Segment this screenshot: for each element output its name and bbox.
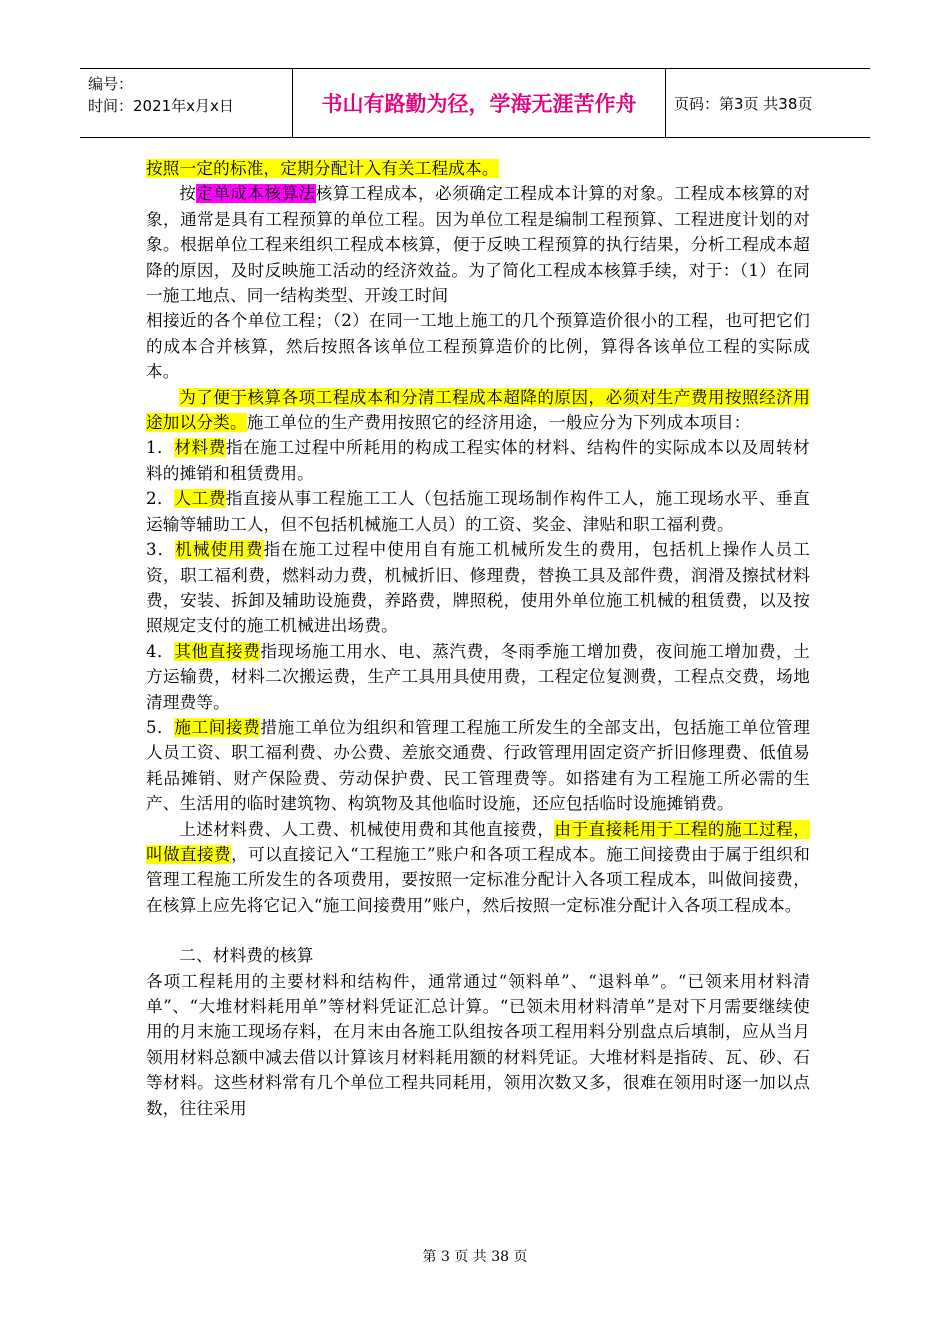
document-body [146,156,810,1121]
text-run: 1． [146,438,175,458]
highlighted-text: 定单成本核算法 [196,184,316,204]
highlighted-text: 机械使用费 [175,540,264,560]
text-run: 按 [179,184,197,204]
paragraph-p9 [146,817,810,919]
paragraph-p5 [146,486,810,537]
paragraph-p4 [146,435,810,486]
paragraph-gap [146,918,810,943]
text-run: 指在施工过程中使用自有施工机械所发生的费用，包括机上操作人员工资，职工福利费，燃料动力费，机械折旧、修理费，替换工具及部件费，润滑及擦拭材料费，安装、拆卸及辅助设施费，养路费，牌照税，使用外单位施工机械的租赁费，以及按照规定支付的施工机械进出场费。 [146,540,810,636]
text-run: 4． [146,641,175,661]
text-run: 二、材料费的核算 [179,946,314,966]
paragraph-p11 [146,969,810,1121]
header-table [80,68,870,138]
number-label: 编号： [88,75,134,93]
highlighted-text: 由于直接耗用于工程的施工过程，叫做直接费 [146,819,810,864]
text-run: 指在施工过程中所耗用的构成工程实体的材料、结构件的实际成本以及周转材料的摊销和租赁费用。 [146,438,810,483]
text-run: 指直接从事工程施工工人（包括施工现场制作构件工人，施工现场水平、垂直运输等辅助工人，但不包括机械施工人员）的工资、奖金、津贴和职工福利费。 [146,489,810,534]
paragraph-p3 [146,385,810,436]
text-run: 相接近的各个单位工程；（2）在同一工地上施工的几个预算造价很小的工程，也可把它们的成本合并核算，然后按照各该单位工程预算造价的比例，算得各该单位工程的实际成本。 [146,311,810,382]
header-motto: 书山有路勤为径，学海无涯苦作舟 [293,69,666,137]
date-label: 时间：2021年x月x日 [88,97,234,115]
text-run: 上述材料费、人工费、机械使用费和其他直接费， [179,819,555,839]
paragraph-p2 [146,308,810,384]
paragraph-p7 [146,639,810,715]
highlighted-text: 施工间接费 [174,717,261,737]
paragraph-p8 [146,715,810,817]
paragraph-p10 [146,943,810,968]
text-run: 5． [146,717,175,737]
text-run: 3． [146,540,176,560]
paragraph-p6 [146,537,810,639]
highlighted-text: 材料费 [174,438,226,458]
text-run: 各项工程耗用的主要材料和结构件，通常通过“领料单”、“退料单”。“已领来用材料清单”、“大堆材料耗用单”等材料凭证汇总计算。“已领未用材料清单”是对下月需要继续使用的月末施工现场存料，在月末由各施工队组按各项工程用料分别盘点后填制，应从当月领用材料总额中减去借以计算该月材料耗用额的材料凭证。大堆材料是指砖、瓦、砂、石等材料。这些材料常有几个单位工程共同耗用，领用次数又多，很难在领用时逐一加以点数，往往采用 [146,971,810,1118]
text-run: 核算工程成本，必须确定工程成本计算的对象。工程成本核算的对象，通常是具有工程预算的单位工程。因为单位工程是编制工程预算、工程进度计划的对象。根据单位工程来组织工程成本核算，便于反映工程预算的执行结果，分析工程成本超降的原因，及时反映施工活动的经济效益。为了简化工程成本核算手续，对于：（1）在同一施工地点、同一结构类型、开竣工时间 [146,184,810,306]
highlighted-text: 其他直接费 [174,641,261,661]
page-footer: 第 3 页 共 38 页 [422,1249,528,1265]
paragraph-p0 [146,156,810,181]
text-run: ，可以直接记入“工程施工”账户和各项工程成本。施工间接费由于属于组织和管理工程施工所发生的各项费用，要按照一定标准分配计入各项工程成本，叫做间接费，在核算上应先将它记入“施工间接费用”账户，然后按照一定标准分配计入各项工程成本。 [146,844,811,915]
highlighted-text: 按照一定的标准，定期分配计入有关工程成本。 [146,159,499,178]
text-run: 施工单位的生产费用按照它的经济用途，一般应分为下列成本项目： [246,413,751,433]
text-run: 措施工单位为组织和管理工程施工所发生的全部支出，包括施工单位管理人员工资、职工福利费、办公费、差旅交通费、行政管理用固定资产折旧修理费、低值易耗品摊销、财产保险费、劳动保护费、民工管理费等。如搭建有为工程施工所必需的生产、生活用的临时建筑物、构筑物及其他临时设施，还应包括临时设施摊销费。 [146,717,810,814]
highlighted-text: 人工费 [174,489,226,509]
header-meta [80,69,293,137]
header-page-label: 页码：第3页 共38页 [674,94,813,113]
text-run: 2． [146,489,175,509]
paragraph-p1 [146,181,810,308]
text-run: 指现场施工用水、电、蒸汽费，冬雨季施工增加费，夜间施工增加费，土方运输费，材料二次搬运费，生产工具用具使用费，工程定位复测费，工程点交费，场地清理费等。 [146,641,810,712]
highlighted-text: 为了便于核算各项工程成本和分清工程成本超降的原因，必须对生产费用按照经济用途加以分类。 [146,387,810,433]
